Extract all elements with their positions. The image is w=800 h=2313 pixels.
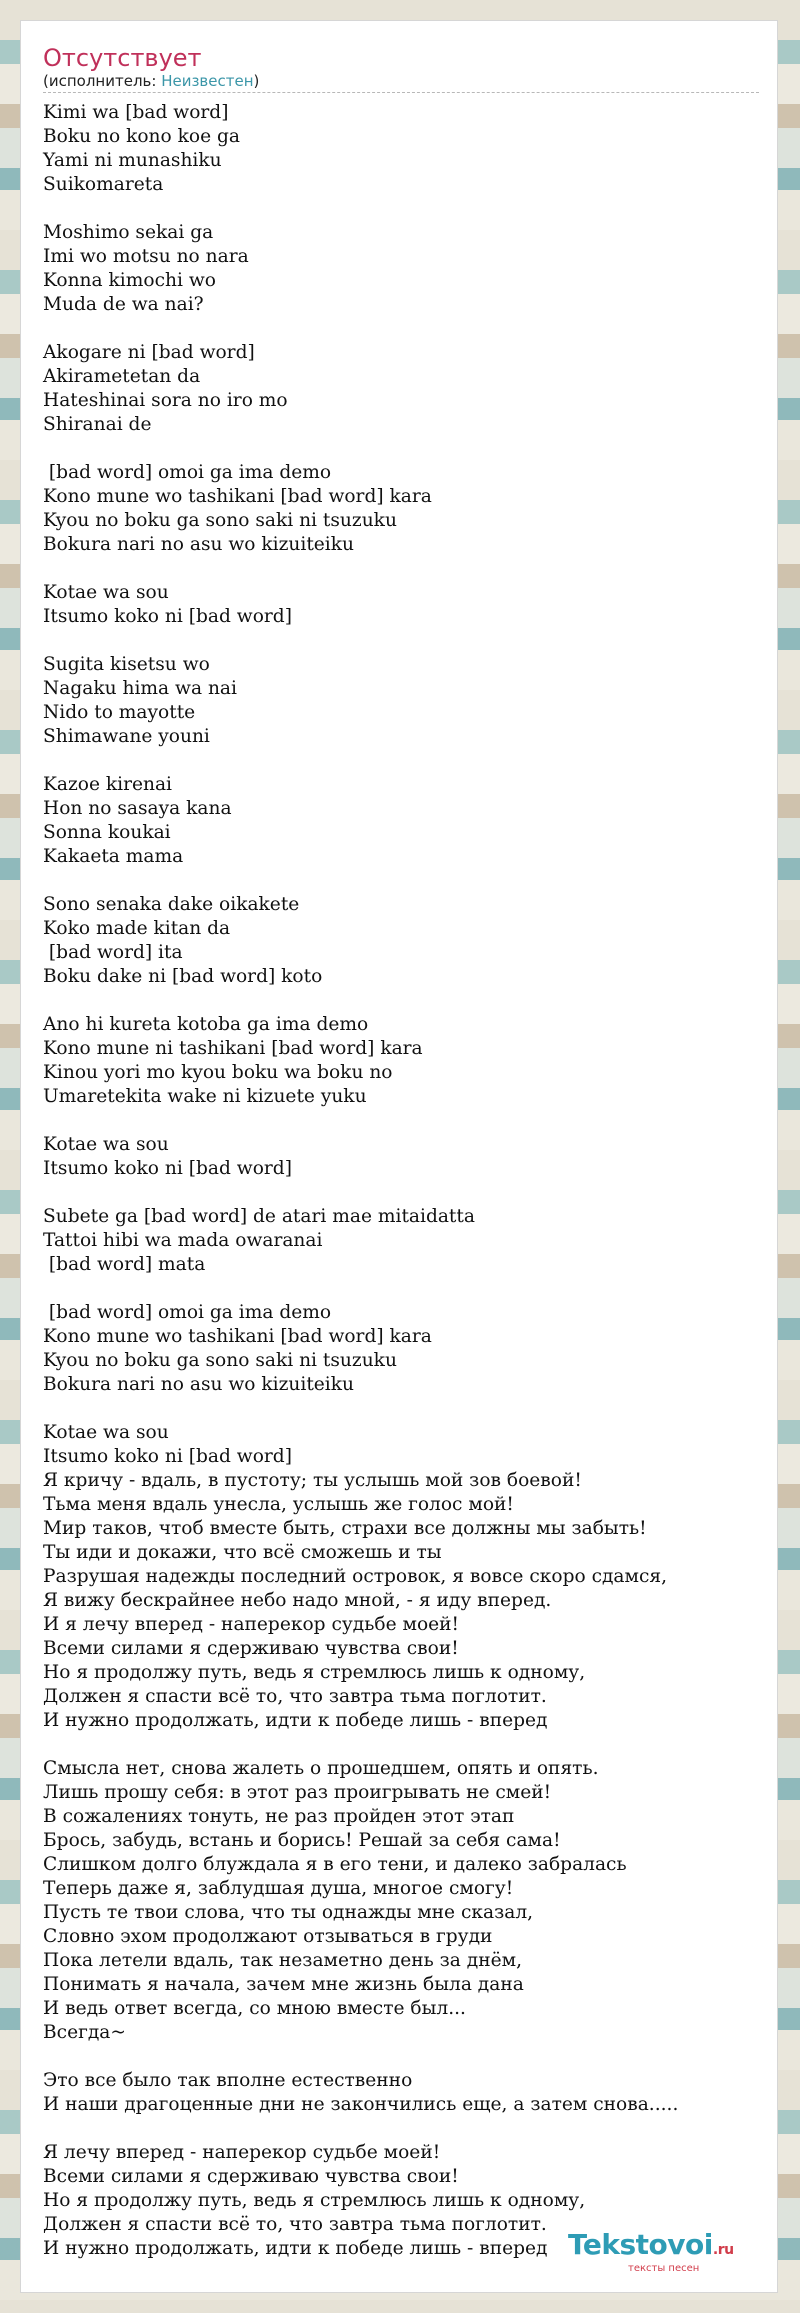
lyric-line: Nido to mayotte — [43, 702, 196, 723]
lyric-line: Пока летели вдаль, так незаметно день за днём, — [43, 1950, 523, 1971]
lyric-line: Слишком долго блуждала я в его тени, и далеко забралась — [43, 1854, 627, 1875]
stanza-break — [43, 2045, 763, 2069]
lyric-line: Я лечу вперед - наперекор судьбе моей! — [43, 2142, 441, 2163]
lyric-line: Всеми силами я сдерживаю чувства свои! — [43, 1638, 459, 1659]
lyric-line: Yami ni munashiku — [43, 150, 222, 171]
lyric-line: Suikomareta — [43, 174, 164, 195]
lyric-line: Akirametetan da — [43, 366, 201, 387]
lyric-line: Shimawane youni — [43, 726, 210, 747]
lyric-line: Kotae wa sou — [43, 582, 169, 603]
lyric-line: Kyou no boku ga sono saki ni tsuzuku — [43, 1350, 397, 1371]
lyric-line: Tattoi hibi wa mada owaranai — [43, 1230, 323, 1251]
lyric-line: Но я продолжу путь, ведь я стремлюсь лишь к одному, — [43, 2190, 586, 2211]
lyric-line: Subete ga [bad word] de atari mae mitaidatta — [43, 1206, 475, 1227]
lyric-line: Moshimo sekai ga — [43, 222, 214, 243]
lyric-line: Itsumo koko ni [bad word] — [43, 1446, 292, 1467]
lyric-line: Kakaeta mama — [43, 846, 184, 867]
lyric-line: Лишь прошу себя: в этот раз проигрывать не смей! — [43, 1782, 552, 1803]
lyric-line: Hateshinai sora no iro mo — [43, 390, 288, 411]
stanza-break — [43, 869, 763, 893]
stanza-break — [43, 1109, 763, 1133]
lyric-line: Теперь даже я, заблудшая душа, многое смогу! — [43, 1878, 514, 1899]
lyric-line: И я лечу вперед - наперекор судьбе моей! — [43, 1614, 460, 1635]
lyric-line: Но я продолжу путь, ведь я стремлюсь лишь к одному, — [43, 1662, 586, 1683]
lyric-line: Мир таков, чтоб вместе быть, страхи все должны мы забыть! — [43, 1518, 647, 1539]
lyric-line: Umaretekita wake ni kizuete yuku — [43, 1086, 367, 1107]
lyric-line: [bad word] mata — [43, 1254, 206, 1275]
lyric-line: Тьма меня вдаль унесла, услышь же голос мой! — [43, 1494, 514, 1515]
site-logo[interactable] — [568, 2230, 734, 2274]
lyric-line: Konna kimochi wo — [43, 270, 216, 291]
stanza-break — [43, 437, 763, 461]
lyric-line: Я кричу - вдаль, в пустоту; ты услышь мой зов боевой! — [43, 1470, 582, 1491]
stanza-break — [43, 1181, 763, 1205]
lyric-line: [bad word] omoi ga ima demo — [43, 462, 332, 483]
lyric-line: Kotae wa sou — [43, 1134, 169, 1155]
lyric-line: Itsumo koko ni [bad word] — [43, 606, 292, 627]
lyric-line: Kono mune wo tashikani [bad word] kara — [43, 486, 432, 507]
stanza-break — [43, 197, 763, 221]
lyric-line: Akogare ni [bad word] — [43, 342, 255, 363]
lyric-line: И нужно продолжать, идти к победе лишь - вперед — [43, 1710, 548, 1731]
stanza-break — [43, 749, 763, 773]
lyric-line: Nagaku hima wa nai — [43, 678, 237, 699]
performer-line — [43, 71, 259, 91]
lyric-line: Всегда~ — [43, 2022, 126, 2043]
stanza-break — [43, 629, 763, 653]
lyric-line: Shiranai de — [43, 414, 152, 435]
lyrics-text — [43, 101, 763, 2261]
lyric-line: Всеми силами я сдерживаю чувства свои! — [43, 2166, 459, 2187]
lyric-line: Kono mune ni tashikani [bad word] kara — [43, 1038, 423, 1059]
lyric-line: Брось, забудь, встань и борись! Решай за себя сама! — [43, 1830, 561, 1851]
lyric-line: Я вижу бескрайнее небо надо мной, - я иду вперед. — [43, 1590, 552, 1611]
lyric-line: Boku no kono koe ga — [43, 126, 240, 147]
lyric-line: Kazoe kirenai — [43, 774, 172, 795]
lyric-line: Ano hi kureta kotoba ga ima demo — [43, 1014, 369, 1035]
stanza-break — [43, 1277, 763, 1301]
performer-suffix: ) — [253, 72, 260, 90]
lyric-line: Ты иди и докажи, что всё сможешь и ты — [43, 1542, 442, 1563]
lyric-line: Hon no sasaya kana — [43, 798, 232, 819]
lyric-line: И ведь ответ всегда, со мною вместе был... — [43, 1998, 466, 2019]
stanza-break — [43, 317, 763, 341]
logo-wordmark — [568, 2230, 734, 2265]
lyric-line: Разрушая надежды последний островок, я вовсе скоро сдамся, — [43, 1566, 668, 1587]
lyric-line: В сожалениях тонуть, не раз пройден этот этап — [43, 1806, 515, 1827]
logo-tagline: тексты песен — [628, 2263, 700, 2274]
logo-name: Tekstovoi — [568, 2228, 713, 2261]
lyric-line: Boku dake ni [bad word] koto — [43, 966, 323, 987]
stanza-break — [43, 557, 763, 581]
lyrics-card — [20, 20, 778, 2293]
song-title: Отсутствует — [43, 44, 202, 72]
lyric-line: Kinou yori mo kyou boku wa boku no — [43, 1062, 393, 1083]
lyric-line: И нужно продолжать, идти к победе лишь - вперед — [43, 2238, 548, 2259]
lyric-line: Понимать я начала, зачем мне жизнь была дана — [43, 1974, 524, 1995]
performer-link[interactable]: Неизвестен — [161, 72, 254, 90]
lyric-line: Kono mune wo tashikani [bad word] kara — [43, 1326, 432, 1347]
lyric-line: Должен я спасти всё то, что завтра тьма поглотит. — [43, 1686, 547, 1707]
lyric-line: Imi wo motsu no nara — [43, 246, 249, 267]
lyric-line: И наши драгоценные дни не закончились еще, а затем снова..... — [43, 2094, 679, 2115]
performer-prefix: (исполнитель: — [43, 72, 162, 90]
logo-domain: .ru — [712, 2242, 734, 2258]
lyric-line: Bokura nari no asu wo kizuiteiku — [43, 1374, 355, 1395]
lyric-line: Kimi wa [bad word] — [43, 102, 229, 123]
stanza-break — [43, 1397, 763, 1421]
lyric-line: Sono senaka dake oikakete — [43, 894, 300, 915]
lyric-line: Koko made kitan da — [43, 918, 231, 939]
lyric-line: Muda de wa nai? — [43, 294, 204, 315]
lyric-line: Словно эхом продолжают отзываться в груди — [43, 1926, 493, 1947]
lyric-line: Это все было так вполне естественно — [43, 2070, 413, 2091]
lyric-line: Должен я спасти всё то, что завтра тьма поглотит. — [43, 2214, 547, 2235]
lyric-line: Смысла нет, снова жалеть о прошедшем, опять и опять. — [43, 1758, 599, 1779]
stanza-break — [43, 2117, 763, 2141]
lyric-line: Sugita kisetsu wo — [43, 654, 210, 675]
lyric-line: Sonna koukai — [43, 822, 171, 843]
lyric-line: [bad word] omoi ga ima demo — [43, 1302, 332, 1323]
stanza-break — [43, 989, 763, 1013]
lyric-line: Пусть те твои слова, что ты однажды мне сказал, — [43, 1902, 534, 1923]
lyric-line: [bad word] ita — [43, 942, 183, 963]
lyric-line: Kyou no boku ga sono saki ni tsuzuku — [43, 510, 397, 531]
lyric-line: Itsumo koko ni [bad word] — [43, 1158, 292, 1179]
lyric-line: Bokura nari no asu wo kizuiteiku — [43, 534, 355, 555]
lyric-line: Kotae wa sou — [43, 1422, 169, 1443]
title-divider — [43, 92, 759, 93]
stanza-break — [43, 1733, 763, 1757]
